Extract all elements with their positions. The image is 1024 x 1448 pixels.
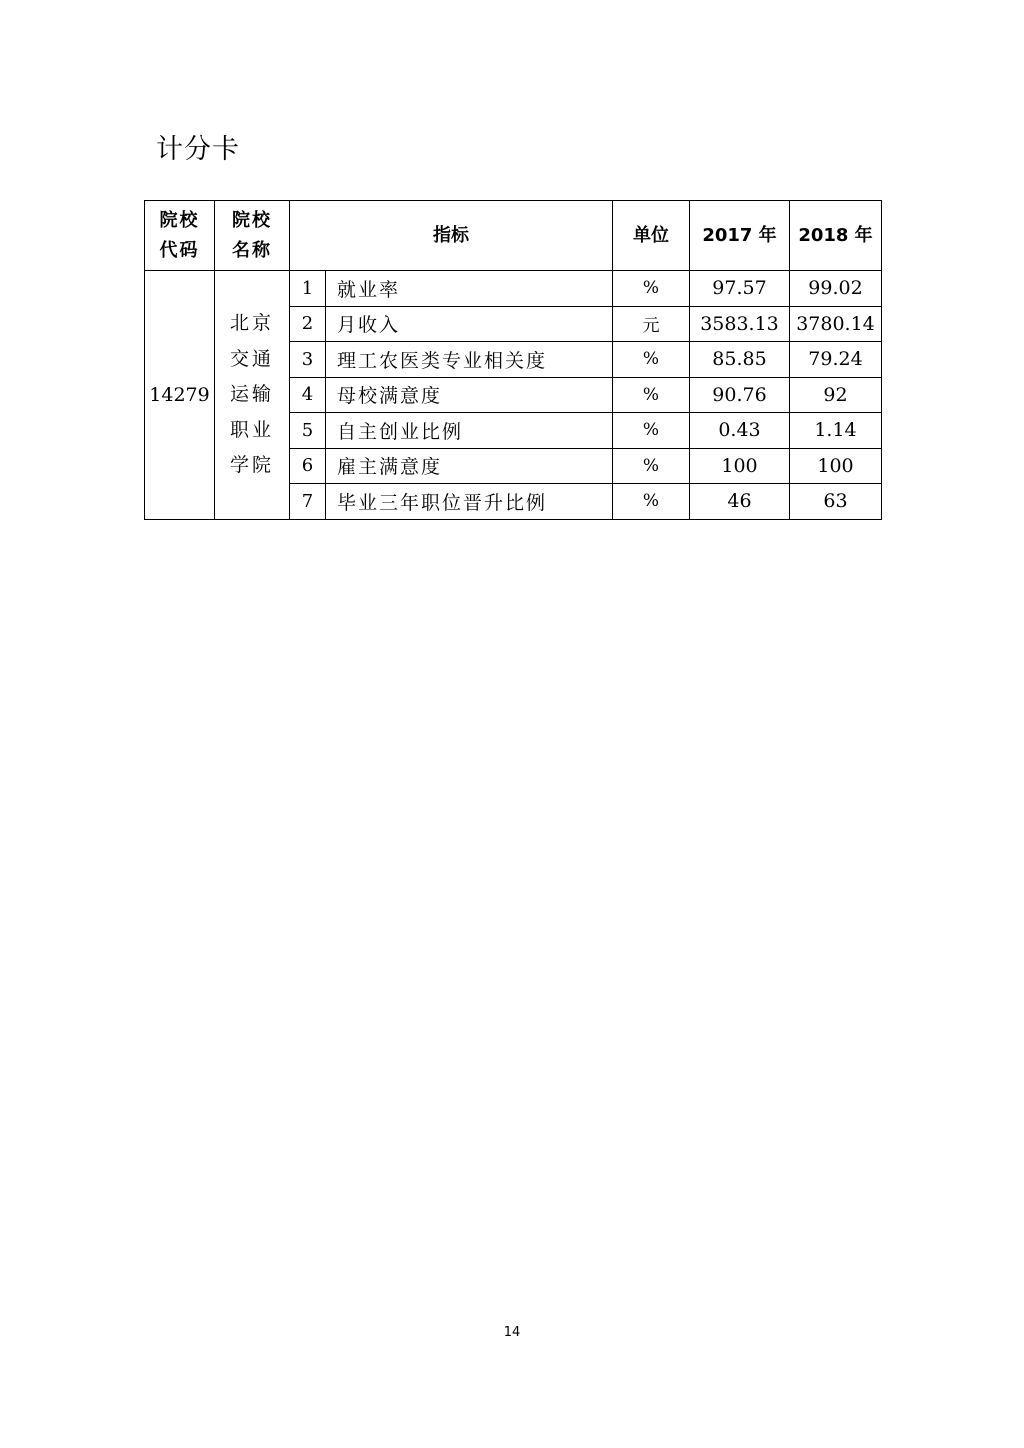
row-unit: %	[613, 484, 690, 520]
row-metric: 雇主满意度	[326, 448, 613, 484]
row-metric: 母校满意度	[326, 377, 613, 413]
row-value-2017: 46	[690, 484, 790, 520]
header-indicator: 指标	[290, 201, 613, 271]
row-value-2018: 3780.14	[790, 306, 882, 342]
row-value-2017: 97.57	[690, 271, 790, 307]
page-title: 计分卡	[156, 134, 240, 165]
row-index: 4	[290, 377, 326, 413]
header-row	[145, 201, 882, 271]
row-index: 3	[290, 342, 326, 378]
row-unit: %	[613, 377, 690, 413]
table-row	[145, 271, 882, 307]
row-metric: 理工农医类专业相关度	[326, 342, 613, 378]
row-value-2017: 85.85	[690, 342, 790, 378]
row-metric: 月收入	[326, 306, 613, 342]
row-unit: %	[613, 342, 690, 378]
row-value-2018: 99.02	[790, 271, 882, 307]
row-index: 7	[290, 484, 326, 520]
row-unit: %	[613, 271, 690, 307]
scorecard-table	[144, 200, 882, 520]
row-unit: %	[613, 413, 690, 449]
row-unit: %	[613, 448, 690, 484]
header-school-code: 院校 代码	[145, 201, 215, 271]
row-index: 5	[290, 413, 326, 449]
row-value-2017: 3583.13	[690, 306, 790, 342]
row-value-2018: 100	[790, 448, 882, 484]
row-value-2018: 79.24	[790, 342, 882, 378]
row-value-2018: 63	[790, 484, 882, 520]
school-code-cell: 14279	[145, 271, 215, 520]
header-year-2018: 2018 年	[790, 201, 882, 271]
header-unit: 单位	[613, 201, 690, 271]
row-index: 6	[290, 448, 326, 484]
row-value-2017: 0.43	[690, 413, 790, 449]
row-value-2017: 100	[690, 448, 790, 484]
row-index: 2	[290, 306, 326, 342]
row-metric: 就业率	[326, 271, 613, 307]
page-number: 14	[503, 1325, 521, 1340]
row-metric: 毕业三年职位晋升比例	[326, 484, 613, 520]
row-value-2018: 1.14	[790, 413, 882, 449]
row-metric: 自主创业比例	[326, 413, 613, 449]
row-index: 1	[290, 271, 326, 307]
row-value-2017: 90.76	[690, 377, 790, 413]
row-value-2018: 92	[790, 377, 882, 413]
header-school-name: 院校 名称	[215, 201, 290, 271]
header-year-2017: 2017 年	[690, 201, 790, 271]
school-name-cell: 北京 交通 运输 职业 学院	[215, 271, 290, 520]
row-unit: 元	[613, 306, 690, 342]
